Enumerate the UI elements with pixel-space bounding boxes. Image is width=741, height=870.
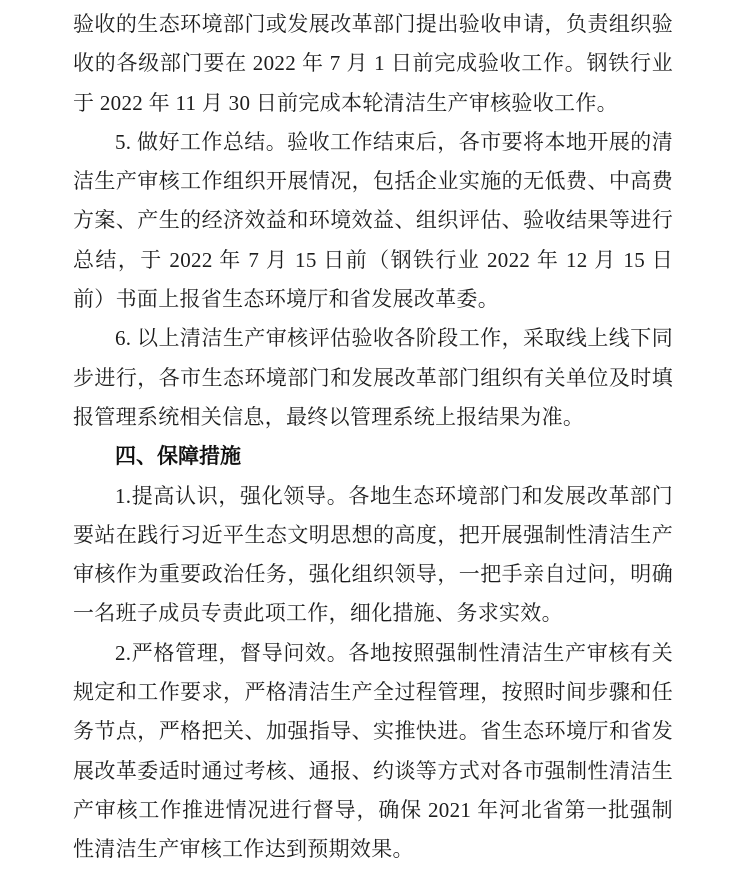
paragraph-item-2-strict-management: 2.严格管理，督导问效。各地按照强制性清洁生产审核有关规定和工作要求，严格清洁生产全过程管理，按照时间步骤和任务节点，严格把关、加强指导、实推快进。省生态环境厅和省发展改革委适时通过考核、通报、约谈等方式对各市强制性清洁生产审核工作推进情况进行督导，确保 2021 年河北省第一批强制性清洁生产审核工作达到预期效果。 [73, 640, 673, 862]
paragraph-item-5-work-summary: 5. 做好工作总结。验收工作结束后，各市要将本地开展的清洁生产审核工作组织开展情况，包括企业实施的无低费、中高费方案、产生的经济效益和环境效益、组织评估、验收结果等进行总结，于 2022 年 7 月 15 日前（钢铁行业 2022 年 12 月 15 日前）书面上报省生态环境厅和省发展改革委。 [73, 129, 673, 312]
paragraph-continuation: 验收的生态环境部门或发展改革部门提出验收申请，负责组织验收的各级部门要在 2022 年 7 月 1 日前完成验收工作。钢铁行业于 2022 年 11 月 30 日前完成本轮清洁生产审核验收工作。 [73, 12, 673, 115]
paragraph-item-1-raise-awareness: 1.提高认识，强化领导。各地生态环境部门和发展改革部门要站在践行习近平生态文明思想的高度，把开展强制性清洁生产审核作为重要政治任务，强化组织领导，一把手亲自过问，明确一名班子成员专责此项工作，细化措施、务求实效。 [73, 483, 673, 626]
section-heading-safeguard-measures: 四、保障措施 [115, 445, 241, 469]
paragraph-item-6-online-offline: 6. 以上清洁生产审核评估验收各阶段工作，采取线上线下同步进行，各市生态环境部门和发展改革部门组织有关单位及时填报管理系统相关信息，最终以管理系统上报结果为准。 [73, 326, 673, 429]
